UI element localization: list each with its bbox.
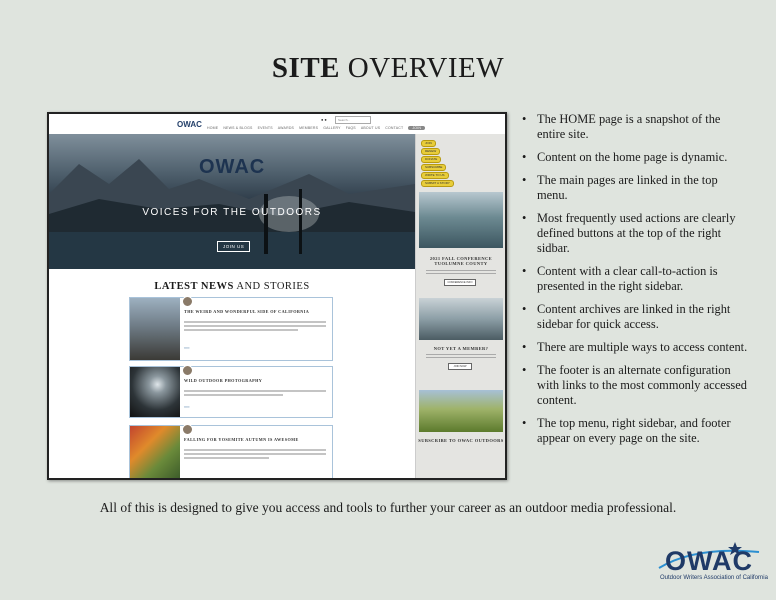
member-title: NOT YET A MEMBER? bbox=[433, 346, 489, 351]
nav-item[interactable]: NEWS & BLOGS bbox=[223, 126, 253, 130]
sidebar-renew-button[interactable]: RENEW bbox=[421, 148, 440, 155]
member-text bbox=[426, 354, 496, 360]
bullet-item: • Most frequently used actions are clearly defined buttons at the top of the right sidbar. bbox=[521, 211, 751, 256]
sidebar-subscribe-button[interactable]: SUBSCRIBE bbox=[421, 164, 446, 171]
article-title[interactable]: WILD OUTDOOR PHOTOGRAPHY bbox=[184, 378, 263, 383]
conference-info-button[interactable]: CONFERENCE INFO bbox=[444, 279, 476, 286]
read-more-link[interactable]: ━━━ bbox=[184, 405, 190, 409]
site-logo[interactable]: OWAC bbox=[177, 120, 202, 129]
bullet-item: • Content archives are linked in the right sidebar for quick access. bbox=[521, 302, 751, 332]
sidebar-submit-story-button[interactable]: SUBMIT A STORY bbox=[421, 180, 454, 187]
nav-item[interactable]: FAQS bbox=[345, 126, 356, 130]
page-title bbox=[0, 52, 776, 85]
conference-text bbox=[426, 270, 496, 276]
join-us-button[interactable]: JOIN US bbox=[217, 241, 250, 252]
subscribe-image[interactable] bbox=[419, 390, 503, 432]
article-image bbox=[130, 426, 180, 479]
bullet-item: • The footer is an alternate configuration with links to the most commonly accessed content. bbox=[521, 363, 751, 408]
read-more-link[interactable]: ━━━ bbox=[184, 346, 190, 350]
article-card[interactable] bbox=[129, 366, 333, 418]
homepage-screenshot bbox=[47, 112, 507, 480]
nav-join-button[interactable]: JOIN bbox=[408, 126, 425, 130]
logo-subtitle: Outdoor Writers Association of California bbox=[660, 575, 768, 581]
article-image bbox=[130, 298, 180, 360]
logo-word: OWAC bbox=[665, 546, 753, 576]
right-sidebar bbox=[415, 134, 506, 478]
closing-statement: All of this is designed to give you access and tools to further your career as an outdoor media professional. bbox=[99, 500, 677, 515]
bullet-item: • There are multiple ways to access content. bbox=[521, 340, 751, 355]
top-menu bbox=[49, 114, 505, 135]
hero-banner bbox=[49, 134, 415, 269]
nav-menu bbox=[207, 126, 425, 130]
news-heading-bold: LATEST NEWS bbox=[154, 281, 234, 292]
bullet-item: • The HOME page is a snapshot of the entire site. bbox=[521, 112, 751, 142]
search-input[interactable]: Search... bbox=[335, 116, 371, 124]
nav-item[interactable]: MEMBERS bbox=[299, 126, 319, 130]
bullet-item: • Content with a clear call-to-action is presented in the right sidebar. bbox=[521, 264, 751, 294]
nav-item[interactable]: AWARDS bbox=[277, 126, 295, 130]
bullet-item: • The top menu, right sidebar, and footer appear on every page on the site. bbox=[521, 416, 751, 446]
article-excerpt bbox=[184, 321, 326, 333]
join-now-button[interactable]: JOIN NOW bbox=[448, 363, 472, 370]
avatar bbox=[182, 424, 193, 435]
avatar bbox=[182, 365, 193, 376]
hero-tagline: VOICES FOR THE OUTDOORS bbox=[142, 207, 322, 218]
article-title[interactable]: THE WEIRD AND WONDERFUL SIDE OF CALIFORNIA bbox=[184, 309, 310, 314]
news-heading bbox=[49, 281, 415, 292]
title-bold: SITE bbox=[271, 52, 341, 84]
sidebar-donate-button[interactable]: DONATE bbox=[421, 156, 441, 163]
conference-image[interactable] bbox=[419, 192, 503, 248]
sidebar-write-button[interactable]: WRITE TO US bbox=[421, 172, 449, 179]
nav-item[interactable]: GALLERY bbox=[323, 126, 341, 130]
avatar bbox=[182, 296, 193, 307]
nav-item[interactable]: HOME bbox=[207, 126, 219, 130]
article-card[interactable] bbox=[129, 425, 333, 480]
conference-title: 2021 FALL CONFERENCE TUOLUMNE COUNTY bbox=[429, 256, 493, 266]
bullet-item: • Content on the home page is dynamic. bbox=[521, 150, 751, 165]
owac-logo bbox=[655, 540, 768, 588]
subscribe-title: SUBSCRIBE TO OWAC OUTDOORS bbox=[418, 438, 504, 443]
article-excerpt bbox=[184, 390, 326, 398]
nav-item[interactable]: EVENTS bbox=[257, 126, 273, 130]
article-card[interactable] bbox=[129, 297, 333, 361]
social-icons[interactable]: ● ● bbox=[321, 117, 327, 122]
article-title[interactable]: FALLING FOR YOSEMITE AUTUMN IS AWESOME bbox=[184, 437, 299, 442]
article-excerpt bbox=[184, 449, 326, 461]
news-heading-rest: AND STORIES bbox=[233, 281, 310, 292]
sidebar-join-button[interactable]: JOIN bbox=[421, 140, 436, 147]
bullet-item: • The main pages are linked in the top menu. bbox=[521, 173, 751, 203]
nav-item[interactable]: ABOUT US bbox=[360, 126, 381, 130]
member-image[interactable] bbox=[419, 298, 503, 340]
overview-bullets bbox=[521, 112, 751, 454]
nav-item[interactable]: CONTACT bbox=[385, 126, 404, 130]
article-image bbox=[130, 367, 180, 417]
title-rest: OVERVIEW bbox=[347, 52, 505, 84]
hero-logo: OWAC bbox=[199, 156, 266, 178]
news-section bbox=[49, 269, 415, 478]
